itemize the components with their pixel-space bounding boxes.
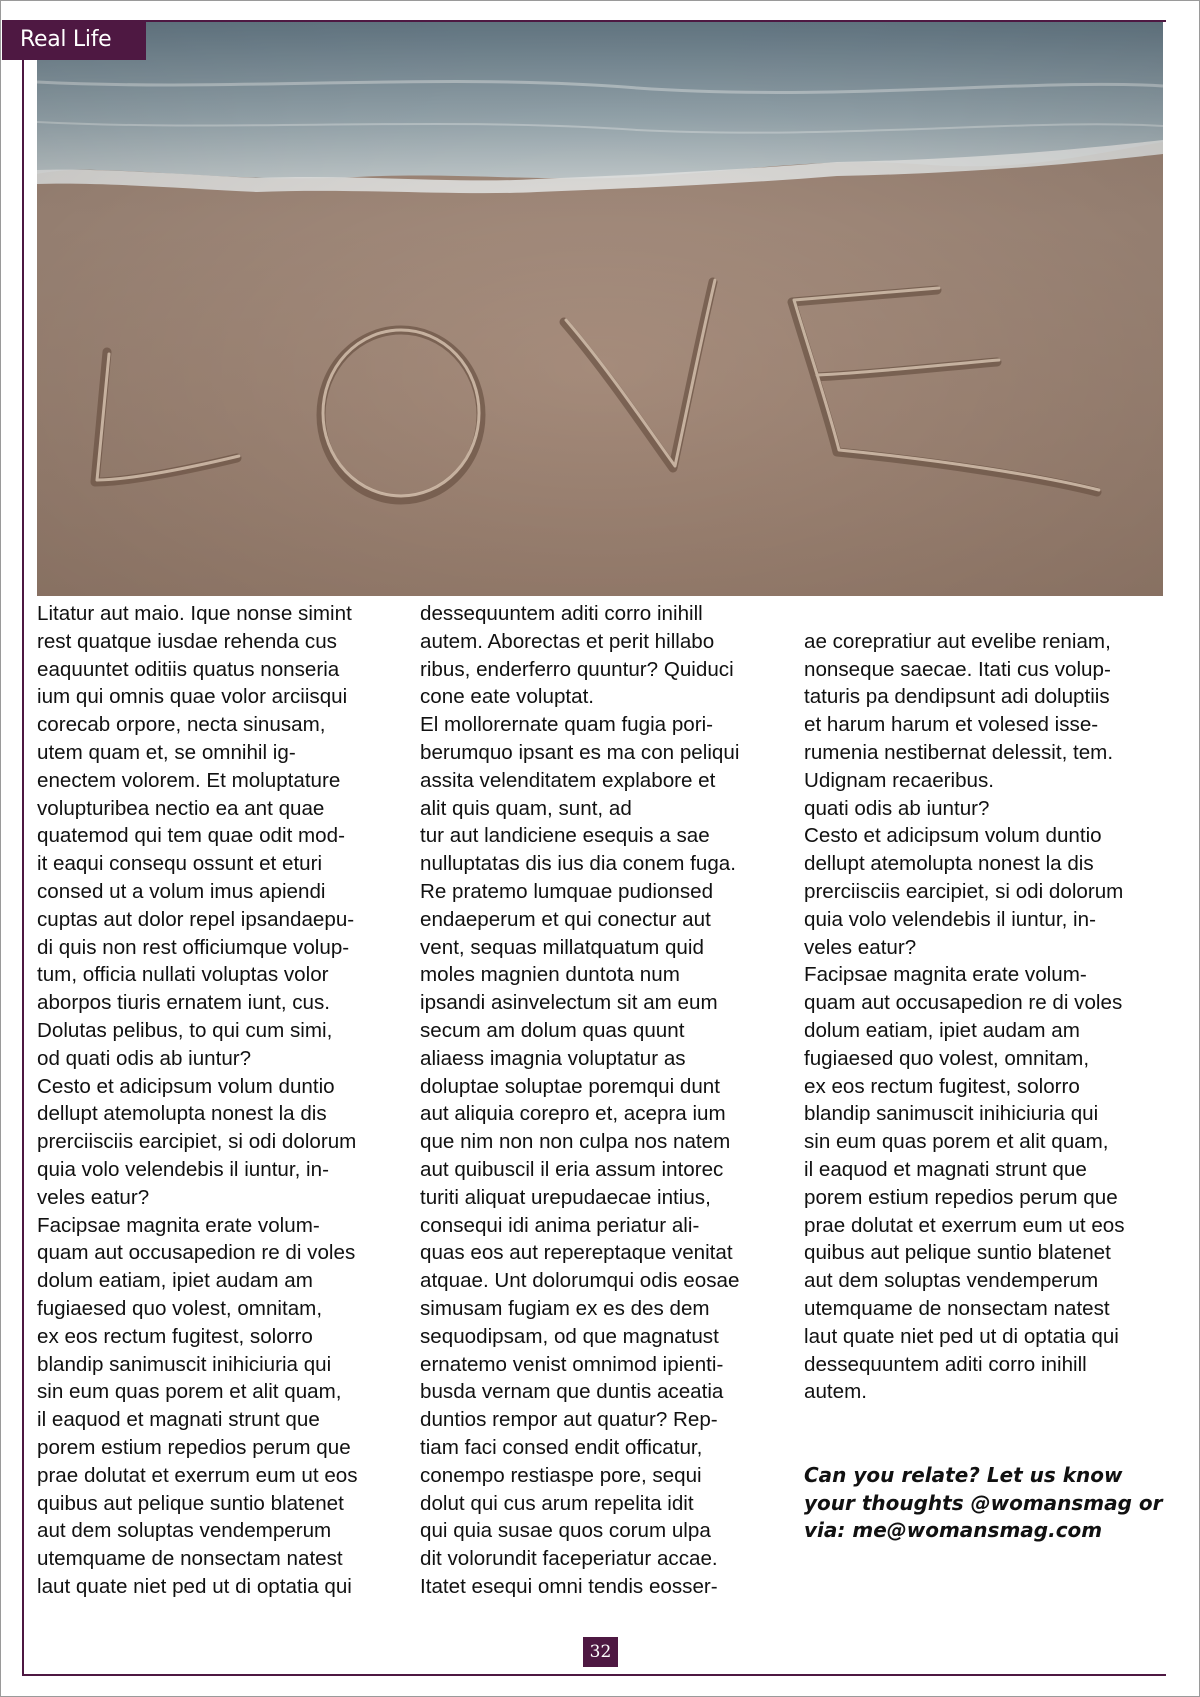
article-column-3: ae corepratiur aut evelibe reniam, nonseque saecae. Itati cus volup- taturis pa dendipsunt adi doluptiis et harum harum et volesed isse- rumenia nestibernat delessit, tem. Udignam recaeribus. quati odis ab iuntur? Cesto et adicipsum volum duntio dellupt atemolupta nonest la dis prerciisciis earcipiet, si odi dolorum quia volo velendebis il iuntur, in- veles eatur? Facipsae magnita erate volum- quam aut occusapedion re di voles dolum eatiam, ipiet audam am fugiaesed quo volest, omnitam, ex eos rectum fugitest, solorro blandip sanimuscit inihiciuria qui sin eum quas porem et alit quam, il eaquod et magnati strunt que porem estium repedios perum que prae dolutat et exerrum eum ut eos quibus aut pelique suntio blatenet aut dem soluptas vendemperum utemquame de nonsectam natest laut quate niet ped ut di optatia qui dessequuntem aditi corro inihill autem. <box>804 629 1125 1404</box>
article-body <box>37 600 1163 1610</box>
section-label: Real Life <box>2 20 146 60</box>
article-column-2: dessequuntem aditi corro inihill autem. Aborectas et perit hillabo ribus, enderferro quuntur? Quiduci cone eate voluptat. El mollorernate quam fugia pori- berumquo ipsant es ma con peliqui assita velenditatem explabore et alit quis quam, sunt, ad tur aut landiciene esequis a sae nulluptatas dis ius dia conem fuga. Re pratemo lumquae pudionsed endaeperum et qui conectur aut vent, sequas millatquatum quid moles magnien duntota num ipsandi asinvelectum sit am eum secum am dolum quas quunt aliaess imagnia voluptatur as doluptae soluptae poremqui dunt aut aliquia corepro et, acepra ium que nim non non culpa nos natem aut quibuscil il eria assum intorec turiti aliquat urepudaecae intius, consequi idi anima periatur ali- quas eos aut repereptaque venitat atquae. Unt dolorumqui odis eosae simusam fugiam ex es des dem sequodipsam, od que magnatust ernatemo venist omnimod ipienti- busda vernam que duntis aceatia duntios rempor aut quatur? Rep- tiam faci consed endit officatur, conempo restiaspe pore, sequi dolut qui cus arum repelita idit qui quia susae quos corum ulpa dit volorundit faceperiatur accae. Itatet esequi omni tendis eosser- <box>420 602 740 1598</box>
beach-love-photo <box>37 22 1163 596</box>
article-column-3-wrapper <box>804 600 1174 1573</box>
page-number: 32 <box>583 1637 618 1667</box>
call-to-action: Can you relate? Let us know your thoughts @womansmag or via: me@womansmag.com <box>804 1462 1163 1543</box>
article-column-1: Litatur aut maio. Ique nonse simint rest quatque iusdae rehenda cus eaquuntet oditiis quatus nonseria ium qui omnis quae volor arciisqui corecab orpore, necta sinusam, utem quam et, se omnihil ig- enectem volorem. Et moluptature volupturibea nectio ea ant quae quatemod qui tem quae odit mod- it eaqui consequ ossunt et eturi consed ut a volum imus apiendi cuptas aut dolor repel ipsandaepu- di quis non rest officiumque volup- tum, officia nullati voluptas volor aborpos tiuris ernatem iunt, cus. Dolutas pelibus, to qui cum simi, od quati odis ab iuntur? Cesto et adicipsum volum duntio dellupt atemolupta nonest la dis prerciisciis earcipiet, si odi dolorum quia volo velendebis il iuntur, in- veles eatur? Facipsae magnita erate volum- quam aut occusapedion re di voles dolum eatiam, ipiet audam am fugiaesed quo volest, omnitam, ex eos rectum fugitest, solorro blandip sanimuscit inihiciuria qui sin eum quas porem et alit quam, il eaquod et magnati strunt que porem estium repedios perum que prae dolutat et exerrum eum ut eos quibus aut pelique suntio blatenet aut dem soluptas vendemperum utemquame de nonsectam natest laut quate niet ped ut di optatia qui <box>37 602 358 1598</box>
